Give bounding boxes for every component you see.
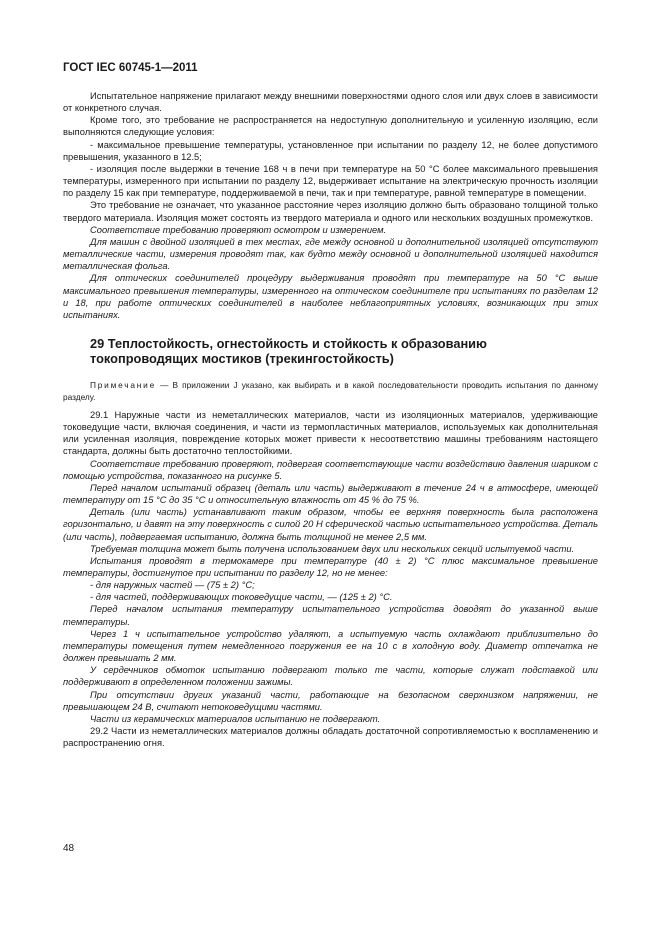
note [63,379,598,403]
compliance-paragraph: Для оптических соединителей процедуру выдерживания проводят при температуре на 50 °С выше максимального превышения температуры, измеренного на оптическом соединителе при испытаниях по разделам 12 и 18, при работе оптических соединителей в наиболее неблагоприятных условиях, возникающих при этих испытаниях. [63,273,598,320]
compliance-paragraph: У сердечников обмоток испытанию подвергают только те части, которые служат подставкой или поддерживают в определенном положении зажимы. [63,665,598,688]
compliance-paragraph: Деталь (или часть) устанавливают таким образом, чтобы ее верхняя поверхность была расположена горизонтально, и давят на эту поверхность с силой 20 Н сферической частью испытательного устройства. Деталь (или часть), подвергаемая испытанию, должна быть толщиной не менее 2,5 мм. [63,507,598,542]
compliance-paragraph: Части из керамических материалов испытанию не подвергают. [90,713,381,724]
note-label: Примечание [90,379,157,390]
compliance-paragraph: Для машин с двойной изоляцией в тех местах, где между основной и дополнительной изоляцией отсутствуют металлические части, измерения проводят так, как будто между основной и дополнительной изоляцией находится металлическая фольга. [63,236,598,272]
paragraph: Испытательное напряжение прилагают между внешними поверхностями одного слоя или двух слоев в зависимости от конкретного случая. [63,91,598,114]
compliance-paragraph: - для частей, поддерживающих токоведущие части, — (125 ± 2) °С. [90,592,393,603]
paragraph: Это требование не означает, что указанное расстояние через изоляцию должно быть образовано толщиной только твердого материала. Изоляция может состоять из твердого материала и одного или нескольких воздушных промежутков. [63,200,598,223]
paragraph: - максимальное превышение температуры, установленное при испытании по разделу 12, не более допустимого превышения, указанного в 12.5; [63,139,598,162]
paragraph: 29.2 Части из неметаллических материалов должны обладать достаточной сопротивляемостью к воспламенению и распространению огня. [63,726,598,749]
compliance-paragraph: Соответствие требованию проверяют осмотром и измерением. [90,224,387,235]
compliance-paragraph: Перед началом испытания температуру испытательного устройства доводят до указанной выше температуры. [63,604,598,627]
compliance-paragraph: При отсутствии других указаний части, работающие на безопасном сверхнизком напряжении, не превышающем 24 В, считают нетоковедущими частями. [63,689,598,712]
compliance-paragraph: Через 1 ч испытательное устройство удаляют, а испытуемую часть охлаждают приблизительно до температуры помещения путем немедленного погружения ее на 10 с в холодную воду. Диаметр отпечатка не должен превышать 2 мм. [63,628,598,664]
paragraph: - изоляция после выдержки в течение 168 ч в печи при температуре на 50 °С более максимального превышения температуры, измеренного при испытании по разделу 12, выдерживает испытание на электрическую прочность изоляции по разделу 15 как при температуре, поддерживаемой в печи, так и при температуре, равной температуре в помещении. [63,163,598,199]
compliance-paragraph: Требуемая толщина может быть получена использованием двух или нескольких секций испытуемой части. [90,543,575,554]
standard-header: ГОСТ IEC 60745-1—2011 [63,62,198,74]
section-title [63,336,598,367]
page-number: 48 [63,843,75,854]
section-title-line: токопроводящих мостиков (трекингостойкость) [90,351,394,367]
compliance-paragraph: Перед началом испытаний образец (деталь или часть) выдерживают в течение 24 ч в атмосфере, имеющей температуру от 15 °С до 35 °С и относительную влажность от 45 % до 75 %. [63,482,598,506]
compliance-paragraph: Испытания проводят в термокамере при температуре (40 ± 2) °С плюс максимальное превышение температуры, достигнутое при испытании по разделу 12, но не менее: [63,555,598,578]
note-text: — В приложении J указано, как выбирать и в какой последовательности проводить испытания по данному разделу. [63,379,598,402]
paragraph: Кроме того, это требование не распространяется на недоступную дополнительную и усиленную изоляцию, если выполняются следующие условия: [63,115,598,138]
paragraph: 29.1 Наружные части из неметаллических материалов, части из изоляционных материалов, удерживающие токоведущие части, включая соединения, и части из термопластичных материалов, используемых как дополнительная или усиленная изоляция, повреждение которых может привести к несоответствию машины требованиям настоящего стандарта, должны быть достаточно теплостойкими. [63,409,598,457]
compliance-paragraph: - для наружных частей — (75 ± 2) °С; [90,580,255,591]
compliance-paragraph: Соответствие требованию проверяют, подвергая соответствующие части воздействию давления шариком с помощью устройства, показанного на рисунке 5. [63,458,598,481]
section-title-line: 29 Теплостойкость, огнестойкость и стойкость к образованию [90,335,487,351]
body-text [63,90,598,749]
